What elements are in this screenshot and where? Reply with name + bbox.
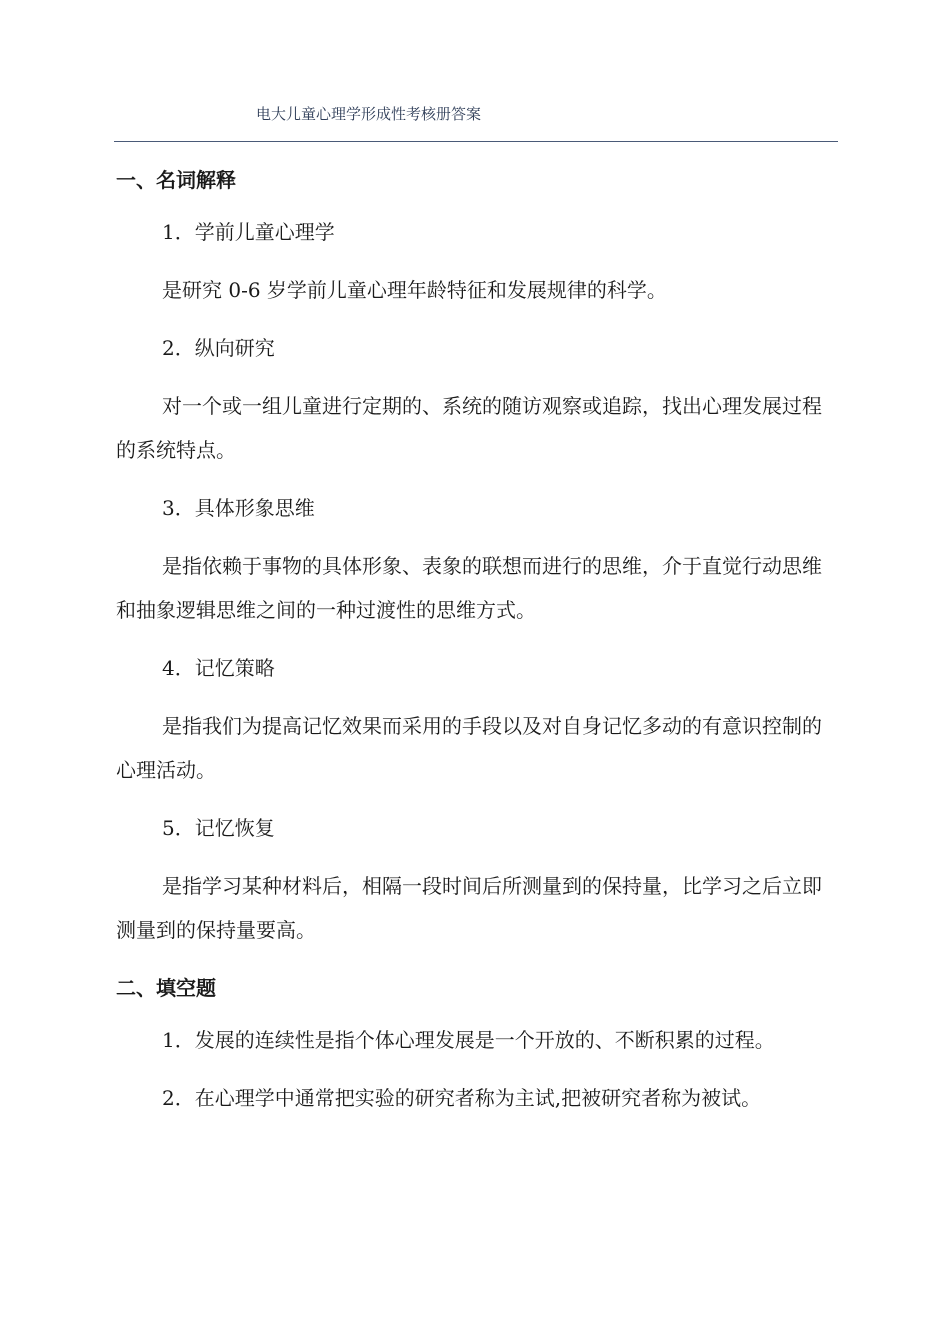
term-definition: 是研究 0-6 岁学前儿童心理年龄特征和发展规律的科学。 bbox=[162, 278, 667, 302]
section-heading-fill-in: 二、填空题 bbox=[116, 976, 216, 1000]
document-header-title: 电大儿童心理学形成性考核册答案 bbox=[256, 105, 482, 123]
header-divider bbox=[114, 141, 838, 142]
term-definition: 是指学习某种材料后，相隔一段时间后所测量到的保持量，比学习之后立即测量到的保持量要高。 bbox=[116, 874, 822, 942]
fill-in-answer: 1．发展的连续性是指个体心理发展是一个开放的、不断积累的过程。 bbox=[162, 1028, 775, 1052]
term-title: 2．纵向研究 bbox=[162, 336, 275, 360]
term-definition: 是指我们为提高记忆效果而采用的手段以及对自身记忆多动的有意识控制的心理活动。 bbox=[116, 714, 822, 782]
term-title: 4．记忆策略 bbox=[162, 656, 275, 680]
term-title: 1．学前儿童心理学 bbox=[162, 220, 335, 244]
fill-in-answer: 2．在心理学中通常把实验的研究者称为主试,把被研究者称为被试。 bbox=[162, 1086, 762, 1110]
section-heading-definitions: 一、名词解释 bbox=[116, 168, 236, 192]
document-body bbox=[116, 164, 840, 1120]
term-title: 3．具体形象思维 bbox=[162, 496, 315, 520]
term-definition: 对一个或一组儿童进行定期的、系统的随访观察或追踪，找出心理发展过程的系统特点。 bbox=[116, 394, 822, 462]
term-definition: 是指依赖于事物的具体形象、表象的联想而进行的思维，介于直觉行动思维和抽象逻辑思维之间的一种过渡性的思维方式。 bbox=[116, 554, 822, 622]
term-title: 5．记忆恢复 bbox=[162, 816, 275, 840]
